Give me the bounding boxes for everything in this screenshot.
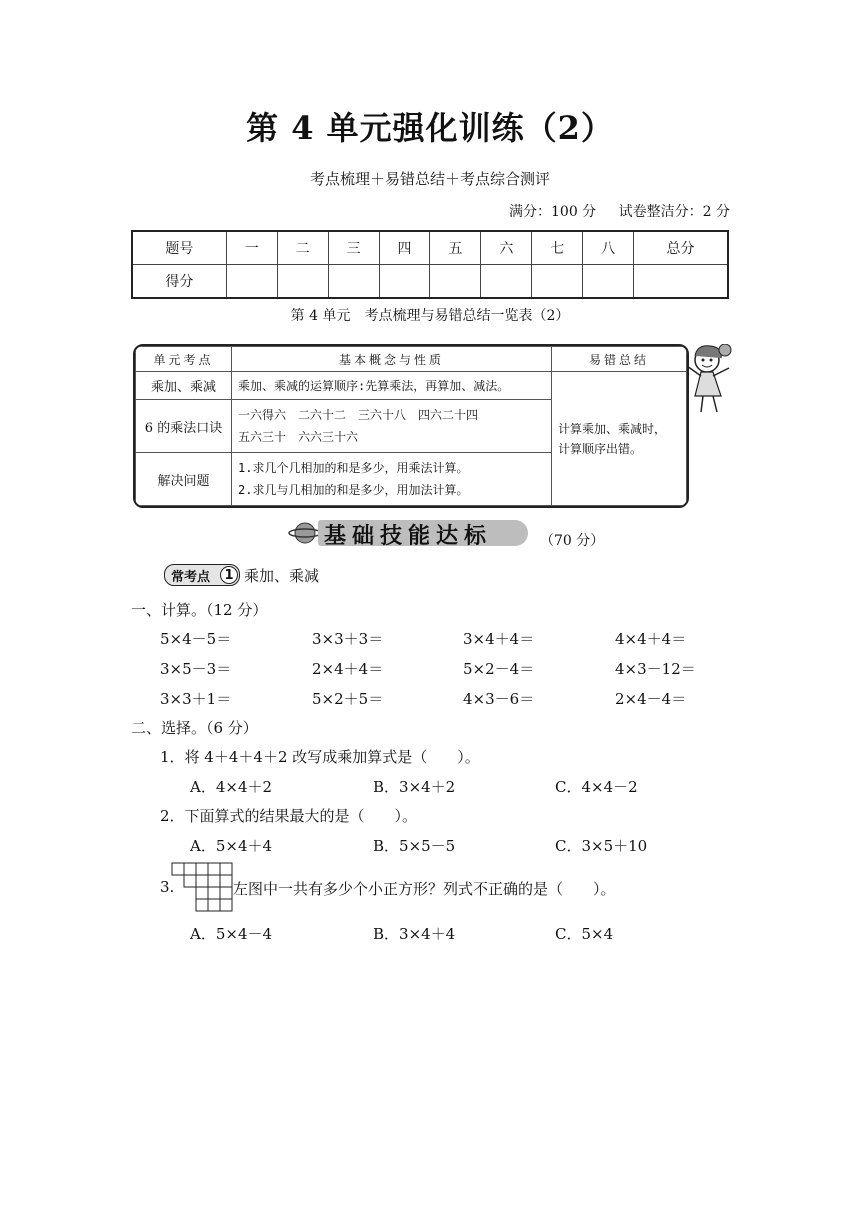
- summary-header-row: [136, 347, 687, 372]
- equation: 4×4＋4＝: [615, 630, 687, 648]
- banner-points: （70 分）: [540, 533, 605, 549]
- key-point-label: 乘加、乘减: [244, 567, 320, 585]
- question-text: 2．下面算式的结果最大的是（ ）。: [160, 807, 418, 825]
- question-text: 左图中一共有多少个小正方形？列式不正确的是（ ）。: [233, 880, 616, 898]
- score-cell: 六: [481, 231, 532, 265]
- summary-point: 乘加、乘减: [136, 372, 232, 400]
- key-point-number: 1: [220, 566, 238, 584]
- page-title: 第 4 单元强化训练（2）: [246, 109, 614, 147]
- summary-content: [232, 400, 552, 453]
- score-blank[interactable]: [430, 265, 481, 299]
- score-cell: 总分: [634, 231, 728, 265]
- summary-content: [232, 453, 552, 506]
- score-cell: 八: [583, 231, 634, 265]
- summary-content: 乘加、乘减的运算顺序:先算乘法，再算加、减法。: [232, 372, 552, 400]
- score-row-label: 得分: [132, 265, 226, 299]
- score-blank[interactable]: [481, 265, 532, 299]
- score-blank[interactable]: [328, 265, 379, 299]
- equation: 3×4＋4＝: [463, 630, 535, 648]
- score-table-score-row: [132, 265, 728, 299]
- planet-icon: [288, 518, 322, 548]
- summary-header: 单元考点: [136, 347, 232, 372]
- summary-table: [133, 344, 689, 508]
- score-table: [131, 230, 729, 299]
- neat-score: 试卷整洁分：2 分: [618, 204, 730, 220]
- equation: 2×4－4＝: [615, 690, 687, 708]
- score-table-header-row: [132, 231, 728, 265]
- banner-text: 基础技能达标: [324, 524, 493, 549]
- option-a[interactable]: A．5×4＋4: [190, 837, 273, 855]
- option-b[interactable]: B．5×5－5: [373, 837, 456, 855]
- summary-title: 第 4 单元 考点梳理与易错总结一览表（2）: [290, 308, 570, 324]
- question-text: 1．将 4＋4＋4＋2 改写成乘加算式是（ ）。: [160, 748, 480, 766]
- square-grid-figure: [171, 862, 235, 912]
- key-point-tag: 常考点: [171, 570, 211, 585]
- equation: 3×3＋1＝: [160, 690, 232, 708]
- equation: 4×3－6＝: [463, 690, 535, 708]
- score-info: [491, 201, 730, 221]
- question-number: 3.: [160, 878, 175, 896]
- summary-header: 易错总结: [552, 347, 687, 372]
- summary-row: [136, 372, 687, 400]
- score-cell: 二: [277, 231, 328, 265]
- part2-heading: 二、选择。（6 分）: [131, 719, 258, 737]
- score-blank[interactable]: [379, 265, 430, 299]
- score-cell: 一: [226, 231, 277, 265]
- score-cell: 五: [430, 231, 481, 265]
- option-c[interactable]: C．3×5＋10: [555, 837, 648, 855]
- equation: 3×3＋3＝: [312, 630, 384, 648]
- equation: 5×2＋5＝: [312, 690, 384, 708]
- full-score: 满分：100 分: [509, 204, 597, 220]
- equation: 2×4＋4＝: [312, 660, 384, 678]
- part1-heading: 一、计算。（12 分）: [131, 601, 268, 619]
- summary-point: 6 的乘法口诀: [136, 400, 232, 453]
- summary-point: 解决问题: [136, 453, 232, 506]
- page-subtitle: 考点梳理＋易错总结＋考点综合测评: [309, 170, 550, 188]
- key-point-badge: [164, 564, 240, 586]
- content-line: 1.求几个几相加的和是多少，用乘法计算。: [238, 461, 469, 476]
- score-cell: 三: [328, 231, 379, 265]
- option-b[interactable]: B．3×4＋2: [373, 778, 456, 796]
- score-blank[interactable]: [634, 265, 728, 299]
- score-blank[interactable]: [226, 265, 277, 299]
- score-cell: 七: [532, 231, 583, 265]
- summary-header: 基本概念与性质: [232, 347, 552, 372]
- summary-error: [552, 372, 687, 506]
- error-line: 计算顺序出错。: [558, 441, 643, 456]
- option-a[interactable]: A．5×4－4: [190, 925, 273, 943]
- option-c[interactable]: C．4×4－2: [555, 778, 638, 796]
- option-a[interactable]: A．4×4＋2: [190, 778, 273, 796]
- equation: 5×4－5＝: [160, 630, 232, 648]
- error-line: 计算乘加、乘减时，: [558, 421, 667, 436]
- score-blank[interactable]: [583, 265, 634, 299]
- score-blank[interactable]: [277, 265, 328, 299]
- section-banner: [288, 518, 538, 548]
- score-cell: 题号: [132, 231, 226, 265]
- score-cell: 四: [379, 231, 430, 265]
- option-c[interactable]: C．5×4: [555, 925, 614, 943]
- content-line: 一六得六 二六十二 三六十八 四六二十四: [238, 408, 479, 423]
- content-line: 五六三十 六六三十六: [238, 430, 359, 445]
- equation: 4×3－12＝: [615, 660, 696, 678]
- equation: 5×2－4＝: [463, 660, 535, 678]
- option-b[interactable]: B．3×4＋4: [373, 925, 456, 943]
- content-line: 2.求几与几相加的和是多少，用加法计算。: [238, 483, 469, 498]
- cartoon-girl-icon: [683, 344, 739, 424]
- score-blank[interactable]: [532, 265, 583, 299]
- equation: 3×5－3＝: [160, 660, 232, 678]
